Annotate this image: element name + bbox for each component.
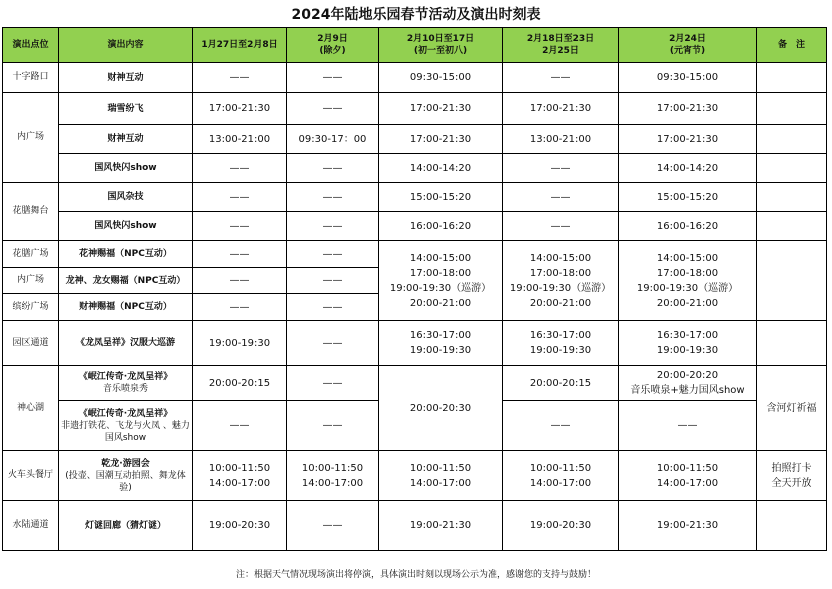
time-cell — [193, 451, 287, 501]
time-cell: 20:00-20:15 — [193, 366, 287, 401]
time-cell: 19:00-19:30 — [193, 321, 287, 366]
header-period-2 — [287, 28, 379, 63]
header-period-1: 1月27日至2月8日 — [193, 28, 287, 63]
time-line: 10:00-11:50 — [409, 462, 472, 474]
header-row — [3, 28, 827, 63]
content-cell: 国风杂技 — [59, 183, 193, 212]
time-cell — [619, 241, 757, 321]
time-line: 10:00-11:50 — [301, 462, 364, 474]
note-cell — [757, 154, 827, 183]
time-cell: —— — [503, 183, 619, 212]
content-cell — [59, 366, 193, 401]
time-line: 20:00-21:00 — [529, 297, 592, 309]
time-cell: —— — [503, 212, 619, 241]
header-period-3-date: 2月10日至17日 — [406, 34, 475, 44]
time-cell: 19:00-21:30 — [379, 501, 503, 551]
time-cell: 20:00-20:30 — [379, 366, 503, 451]
time-cell: —— — [503, 401, 619, 451]
time-line: 20:00-21:00 — [409, 297, 472, 309]
location-cell: 花膳广场 — [3, 241, 59, 268]
content-title: 《岷江传奇·龙凤呈祥》 — [78, 372, 173, 382]
header-period-2-sub: (除夕) — [319, 46, 346, 56]
header-period-3-sub: (初一至初八) — [413, 46, 468, 56]
table-row — [3, 212, 827, 241]
time-line: 16:30-17:00 — [409, 330, 472, 341]
note-cell — [757, 321, 827, 366]
time-line: 20:00-21:00 — [656, 297, 719, 309]
table-row — [3, 125, 827, 154]
header-period-4-date: 2月18日至23日 — [526, 34, 595, 44]
note-cell — [757, 93, 827, 125]
time-line: 14:00-17:00 — [656, 477, 719, 489]
note-cell — [757, 501, 827, 551]
time-cell — [503, 321, 619, 366]
time-line: 19:00-19:30 — [529, 345, 592, 356]
time-line: 19:00-19:30（巡游） — [636, 282, 739, 294]
note-cell — [757, 212, 827, 241]
time-cell: 19:00-20:30 — [503, 501, 619, 551]
header-period-2-date: 2月9日 — [317, 34, 348, 44]
content-cell: 花神赐福（NPC互动） — [59, 241, 193, 268]
location-cell: 火车头餐厅 — [3, 451, 59, 501]
time-line: 14:00-15:00 — [529, 252, 592, 264]
location-cell: 园区通道 — [3, 321, 59, 366]
time-cell: —— — [287, 501, 379, 551]
location-cell: 内广场 — [3, 268, 59, 294]
time-cell: —— — [193, 183, 287, 212]
time-cell: —— — [193, 268, 287, 294]
time-line: 20:00-20:20 — [656, 370, 719, 381]
content-cell: 灯谜回廊（猜灯谜） — [59, 501, 193, 551]
note-line: 全天开放 — [771, 477, 812, 489]
time-line: 19:00-19:30（巡游） — [389, 282, 492, 294]
time-cell: —— — [193, 241, 287, 268]
time-line: 14:00-17:00 — [301, 477, 364, 489]
time-cell: 17:00-21:30 — [193, 93, 287, 125]
time-cell: 19:00-20:30 — [193, 501, 287, 551]
content-cell: 《龙凤呈祥》汉服大巡游 — [59, 321, 193, 366]
content-cell — [59, 451, 193, 501]
time-line: 19:00-19:30 — [656, 345, 719, 356]
time-cell: 16:00-16:20 — [379, 212, 503, 241]
time-cell — [379, 321, 503, 366]
location-cell: 内广场 — [3, 93, 59, 183]
time-cell: 17:00-21:30 — [379, 125, 503, 154]
time-line: 17:00-18:00 — [529, 267, 592, 279]
time-line: 19:00-19:30 — [409, 345, 472, 356]
time-line: 14:00-17:00 — [208, 477, 271, 489]
footnote: 注：根据天气情况现场演出将停演，具体演出时刻以现场公示为准，感谢您的支持与鼓励！ — [235, 570, 596, 580]
time-line: 10:00-11:50 — [656, 462, 719, 474]
time-cell — [287, 451, 379, 501]
time-cell: 13:00-21:00 — [503, 125, 619, 154]
note-cell — [757, 241, 827, 321]
time-cell: —— — [287, 212, 379, 241]
table-row — [3, 241, 827, 268]
header-note: 备 注 — [757, 28, 827, 63]
time-cell: —— — [193, 401, 287, 451]
location-cell: 神心湖 — [3, 366, 59, 451]
content-cell: 财神互动 — [59, 125, 193, 154]
time-cell — [619, 451, 757, 501]
time-cell: —— — [287, 366, 379, 401]
content-cell: 国风快闪show — [59, 154, 193, 183]
content-subtitle: 音乐喷泉秀 — [102, 384, 148, 394]
time-cell: 17:00-21:30 — [379, 93, 503, 125]
time-line: 16:30-17:00 — [656, 330, 719, 341]
time-cell: —— — [287, 183, 379, 212]
note-cell: 含河灯祈福 — [757, 366, 827, 451]
time-cell: 13:00-21:00 — [193, 125, 287, 154]
time-line: 14:00-17:00 — [529, 477, 592, 489]
header-period-4 — [503, 28, 619, 63]
time-cell: —— — [503, 63, 619, 93]
time-cell: —— — [287, 154, 379, 183]
time-line: 19:00-19:30（巡游） — [509, 282, 612, 294]
content-cell: 财神赐福（NPC互动） — [59, 294, 193, 321]
content-title: 《岷江传奇·龙凤呈祥》 — [78, 408, 173, 419]
location-cell: 水陆通道 — [3, 501, 59, 551]
content-cell: 龙神、龙女赐福（NPC互动） — [59, 268, 193, 294]
header-content: 演出内容 — [59, 28, 193, 63]
time-cell — [503, 451, 619, 501]
time-cell: 17:00-21:30 — [619, 93, 757, 125]
note-cell — [757, 125, 827, 154]
time-cell: 09:30-15:00 — [379, 63, 503, 93]
table-row — [3, 366, 827, 401]
note-cell — [757, 63, 827, 93]
table-row — [3, 93, 827, 125]
time-cell — [379, 451, 503, 501]
time-cell — [503, 241, 619, 321]
time-line: 音乐喷泉+魅力国风show — [630, 385, 745, 396]
time-line: 10:00-11:50 — [529, 462, 592, 474]
content-cell — [59, 401, 193, 451]
time-cell: 14:00-14:20 — [619, 154, 757, 183]
table-row — [3, 321, 827, 366]
time-cell: —— — [287, 241, 379, 268]
time-cell: —— — [193, 154, 287, 183]
content-subtitle: (投壶、国潮互动拍照、舞龙体验) — [65, 470, 186, 493]
content-cell: 财神互动 — [59, 63, 193, 93]
time-cell: 15:00-15:20 — [379, 183, 503, 212]
page-title: 2024年陆地乐园春节活动及演出时刻表 — [291, 7, 541, 23]
content-cell: 瑞雪纷飞 — [59, 93, 193, 125]
time-line: 14:00-15:00 — [656, 252, 719, 264]
time-cell — [619, 321, 757, 366]
time-cell: 17:00-21:30 — [503, 93, 619, 125]
time-cell: —— — [503, 154, 619, 183]
time-cell: 20:00-20:15 — [503, 366, 619, 401]
location-cell: 缤纷广场 — [3, 294, 59, 321]
table-row — [3, 183, 827, 212]
time-cell: 19:00-21:30 — [619, 501, 757, 551]
time-cell: —— — [193, 212, 287, 241]
time-cell: 17:00-21:30 — [619, 125, 757, 154]
header-period-5-sub: (元宵节) — [669, 46, 706, 56]
time-cell: 14:00-14:20 — [379, 154, 503, 183]
content-cell: 国风快闪show — [59, 212, 193, 241]
time-cell: 09:30-15:00 — [619, 63, 757, 93]
note-line: 拍照打卡 — [771, 462, 812, 474]
table-row — [3, 451, 827, 501]
time-cell: —— — [193, 63, 287, 93]
time-line: 17:00-18:00 — [409, 267, 472, 279]
header-period-5 — [619, 28, 757, 63]
header-period-3 — [379, 28, 503, 63]
time-cell: 15:00-15:20 — [619, 183, 757, 212]
time-cell: —— — [619, 401, 757, 451]
table-row — [3, 501, 827, 551]
time-cell: —— — [287, 268, 379, 294]
time-cell: 09:30-17：00 — [287, 125, 379, 154]
location-cell: 花膳舞台 — [3, 183, 59, 241]
table-row — [3, 154, 827, 183]
time-line: 17:00-18:00 — [656, 267, 719, 279]
time-cell: —— — [287, 294, 379, 321]
time-line: 10:00-11:50 — [208, 462, 271, 474]
location-cell: 十字路口 — [3, 63, 59, 93]
note-cell — [757, 451, 827, 501]
time-line: 14:00-15:00 — [409, 252, 472, 264]
content-title: 乾龙·游园会 — [101, 458, 150, 469]
header-location: 演出点位 — [3, 28, 59, 63]
table-row — [3, 63, 827, 93]
time-cell — [619, 366, 757, 401]
time-line: 14:00-17:00 — [409, 477, 472, 489]
time-cell: 16:00-16:20 — [619, 212, 757, 241]
time-line: 16:30-17:00 — [529, 330, 592, 341]
note-cell — [757, 183, 827, 212]
header-period-5-date: 2月24日 — [669, 34, 706, 44]
time-cell: —— — [287, 93, 379, 125]
header-period-4-sub: 2月25日 — [542, 46, 579, 56]
time-cell — [379, 241, 503, 321]
time-cell: —— — [287, 321, 379, 366]
content-subtitle: 非遗打铁花、飞龙与火凤 、魅力国风show — [61, 420, 190, 443]
time-cell: —— — [287, 63, 379, 93]
time-cell: —— — [287, 401, 379, 451]
schedule-table — [2, 27, 827, 551]
time-cell: —— — [193, 294, 287, 321]
